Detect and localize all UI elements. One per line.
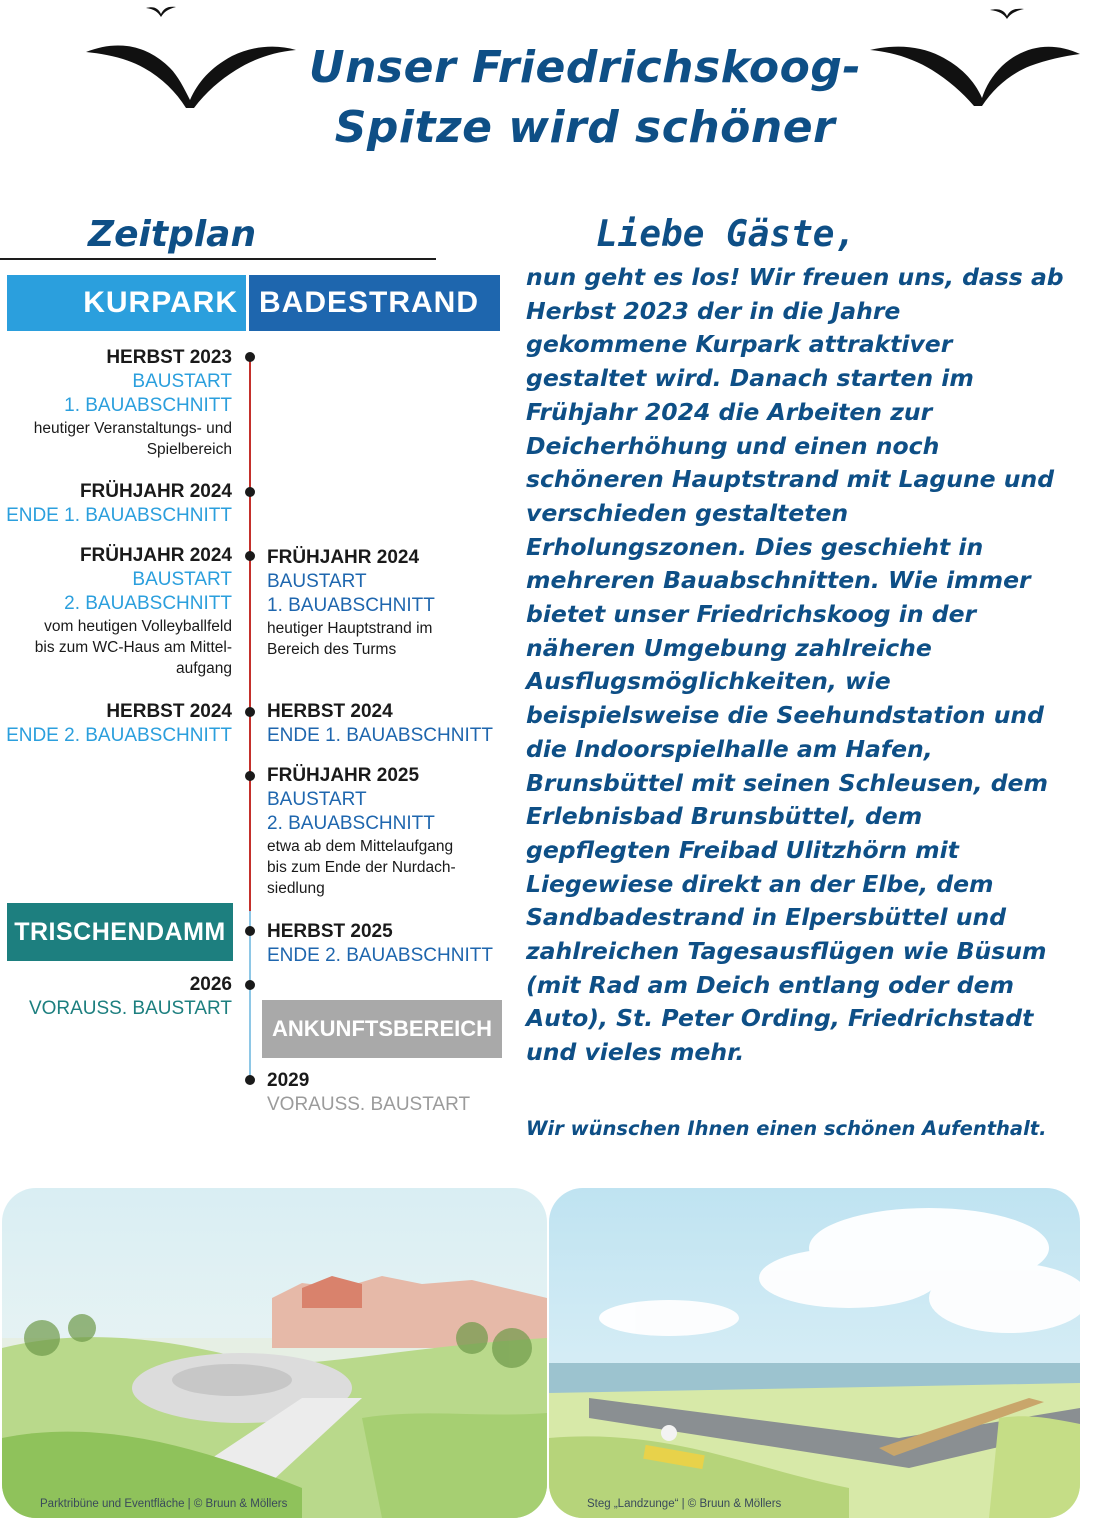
event-label: ENDE 1. BAUABSCHNITT — [267, 725, 493, 746]
letter-line: beispielsweise die Seehundstation und — [526, 701, 1044, 730]
letter-line: verschieden gestalteten — [526, 498, 849, 527]
event-desc: siedlung — [267, 880, 325, 897]
letter-line: Herbst 2023 der in die Jahre — [526, 296, 901, 325]
letter-line: Erlebnisbad Brunsbüttel, dem — [526, 802, 923, 831]
letter-line: mehreren Bauabschnitten. Wie immer — [526, 566, 1031, 595]
title-line-1: Unser Friedrichskoog- — [308, 42, 862, 93]
event-desc: bis zum Ende der Nurdach- — [267, 859, 456, 876]
letter-line: zahlreichen Tagesausflügen wie Büsum — [526, 937, 1047, 966]
letter-line: Ausflugsmöglichkeiten, wie — [526, 667, 891, 696]
letter-line: gestaltet wird. Danach starten im — [526, 364, 974, 393]
greeting: Liebe Gäste, — [596, 214, 857, 255]
letter-line: Frühjahr 2024 die Arbeiten zur — [526, 397, 933, 426]
kurpark-header-bar: KURPARK — [7, 275, 246, 331]
letter-line: (mit Rad am Deich entlang oder dem — [526, 970, 1014, 999]
timeline-line-red — [249, 356, 251, 911]
event-desc: etwa ab dem Mittelaufgang — [267, 838, 454, 855]
event-date: FRÜHJAHR 2025 — [267, 765, 420, 786]
letter-body — [526, 261, 1086, 1070]
event-label: 1. BAUABSCHNITT — [267, 595, 435, 616]
letter-line: bietet unser Friedrichskoog in der — [526, 600, 977, 629]
kurpark-event-2 — [6, 480, 232, 528]
letter-line: und vieles mehr. — [526, 1038, 745, 1067]
zeitplan-underline — [0, 258, 436, 260]
event-desc: Bereich des Turms — [267, 641, 397, 658]
timeline-dot — [245, 352, 255, 362]
ankunft-event — [267, 1069, 470, 1117]
pier-illustration — [549, 1188, 1080, 1518]
timeline-dot — [245, 926, 255, 936]
timeline-dot — [245, 1075, 255, 1085]
timeline-dot — [245, 771, 255, 781]
letter-line: schöneren Hauptstrand mit Lagune und — [526, 465, 1055, 494]
badestrand-header-bar: BADESTRAND — [249, 275, 500, 331]
letter-line: nun geht es los! Wir freuen uns, dass ab — [526, 263, 1064, 291]
letter-line: näheren Umgebung zahlreiche — [526, 633, 932, 662]
letter-line: Brunsbüttel mit seinen Schleusen, dem — [526, 768, 1048, 797]
kurpark-event-1 — [34, 346, 232, 460]
ankunftsbereich-box: ANKUNFTSBEREICH — [262, 1000, 502, 1058]
event-label: ENDE 1. BAUABSCHNITT — [6, 505, 232, 526]
event-label: BAUSTART — [132, 371, 232, 392]
timeline-line-blue — [249, 911, 251, 1079]
seagull-small-right-icon — [990, 6, 1024, 20]
event-label: 2. BAUABSCHNITT — [64, 593, 232, 614]
event-desc: bis zum WC-Haus am Mittel- — [34, 639, 232, 656]
event-label: VORAUSS. BAUSTART — [28, 998, 232, 1019]
letter-line: Deicherhöhung und einen noch — [526, 431, 940, 460]
kurpark-event-3 — [35, 544, 232, 679]
timeline-dot — [245, 551, 255, 561]
event-label: ENDE 2. BAUABSCHNITT — [267, 945, 493, 966]
seagull-small-left-icon — [146, 4, 176, 18]
event-date: HERBST 2025 — [267, 921, 393, 942]
timeline-dot — [245, 980, 255, 990]
page-title — [0, 38, 1094, 158]
letter-line: Auto), St. Peter Ording, Friedrichstadt — [526, 1004, 1034, 1033]
kurpark-event-4 — [6, 700, 232, 748]
park-illustration — [2, 1188, 547, 1518]
event-desc: vom heutigen Volleyballfeld — [44, 618, 232, 635]
timeline-dot — [245, 487, 255, 497]
event-label: BAUSTART — [267, 789, 367, 810]
letter-line: gepflegten Freibad Ulitzhörn mit — [526, 835, 959, 864]
event-label: VORAUSS. BAUSTART — [267, 1094, 471, 1115]
letter-line: die Indoorspielhalle am Hafen, — [526, 734, 933, 763]
event-label: 2. BAUABSCHNITT — [267, 813, 435, 834]
event-date: HERBST 2024 — [267, 701, 393, 722]
letter-line: Sandbadestrand in Elpersbüttel und — [526, 903, 1007, 932]
trischendamm-event — [29, 973, 232, 1021]
event-desc: heutiger Hauptstrand im — [267, 620, 433, 637]
closing-line: Wir wünschen Ihnen einen schönen Aufenthalt. — [526, 1117, 1047, 1140]
badestrand-event-4 — [267, 920, 493, 968]
letter-line: Erholungszonen. Dies geschieht in — [526, 532, 984, 561]
badestrand-event-1 — [267, 546, 435, 660]
event-desc: aufgang — [175, 660, 232, 677]
event-date: HERBST 2023 — [106, 347, 232, 368]
letter-line: gekommene Kurpark attraktiver — [526, 330, 953, 359]
image-caption-right: Steg „Landzunge“ | © Bruun & Möllers — [587, 1498, 782, 1510]
letter-line: Liegewiese direkt an der Elbe, dem — [526, 869, 994, 898]
event-label: ENDE 2. BAUABSCHNITT — [6, 725, 232, 746]
event-label: BAUSTART — [132, 569, 232, 590]
event-date: FRÜHJAHR 2024 — [79, 545, 232, 566]
timeline-dot — [245, 707, 255, 717]
event-label: BAUSTART — [267, 571, 367, 592]
event-date: 2026 — [189, 974, 232, 995]
badestrand-event-3 — [267, 764, 456, 899]
event-date: HERBST 2024 — [106, 701, 232, 722]
title-line-2: Spitze wird schöner — [334, 102, 836, 153]
trischendamm-box: TRISCHENDAMM — [7, 903, 233, 961]
event-date: 2029 — [267, 1070, 310, 1091]
event-desc: Spielbereich — [146, 441, 232, 458]
event-label: 1. BAUABSCHNITT — [64, 395, 232, 416]
image-caption-left: Parktribüne und Eventfläche | © Bruun & Möllers — [40, 1498, 288, 1510]
zeitplan-heading: Zeitplan — [88, 214, 257, 255]
event-desc: heutiger Veranstaltungs- und — [33, 420, 232, 437]
event-date: FRÜHJAHR 2024 — [267, 547, 420, 568]
event-date: FRÜHJAHR 2024 — [79, 481, 232, 502]
badestrand-event-2 — [267, 700, 493, 748]
